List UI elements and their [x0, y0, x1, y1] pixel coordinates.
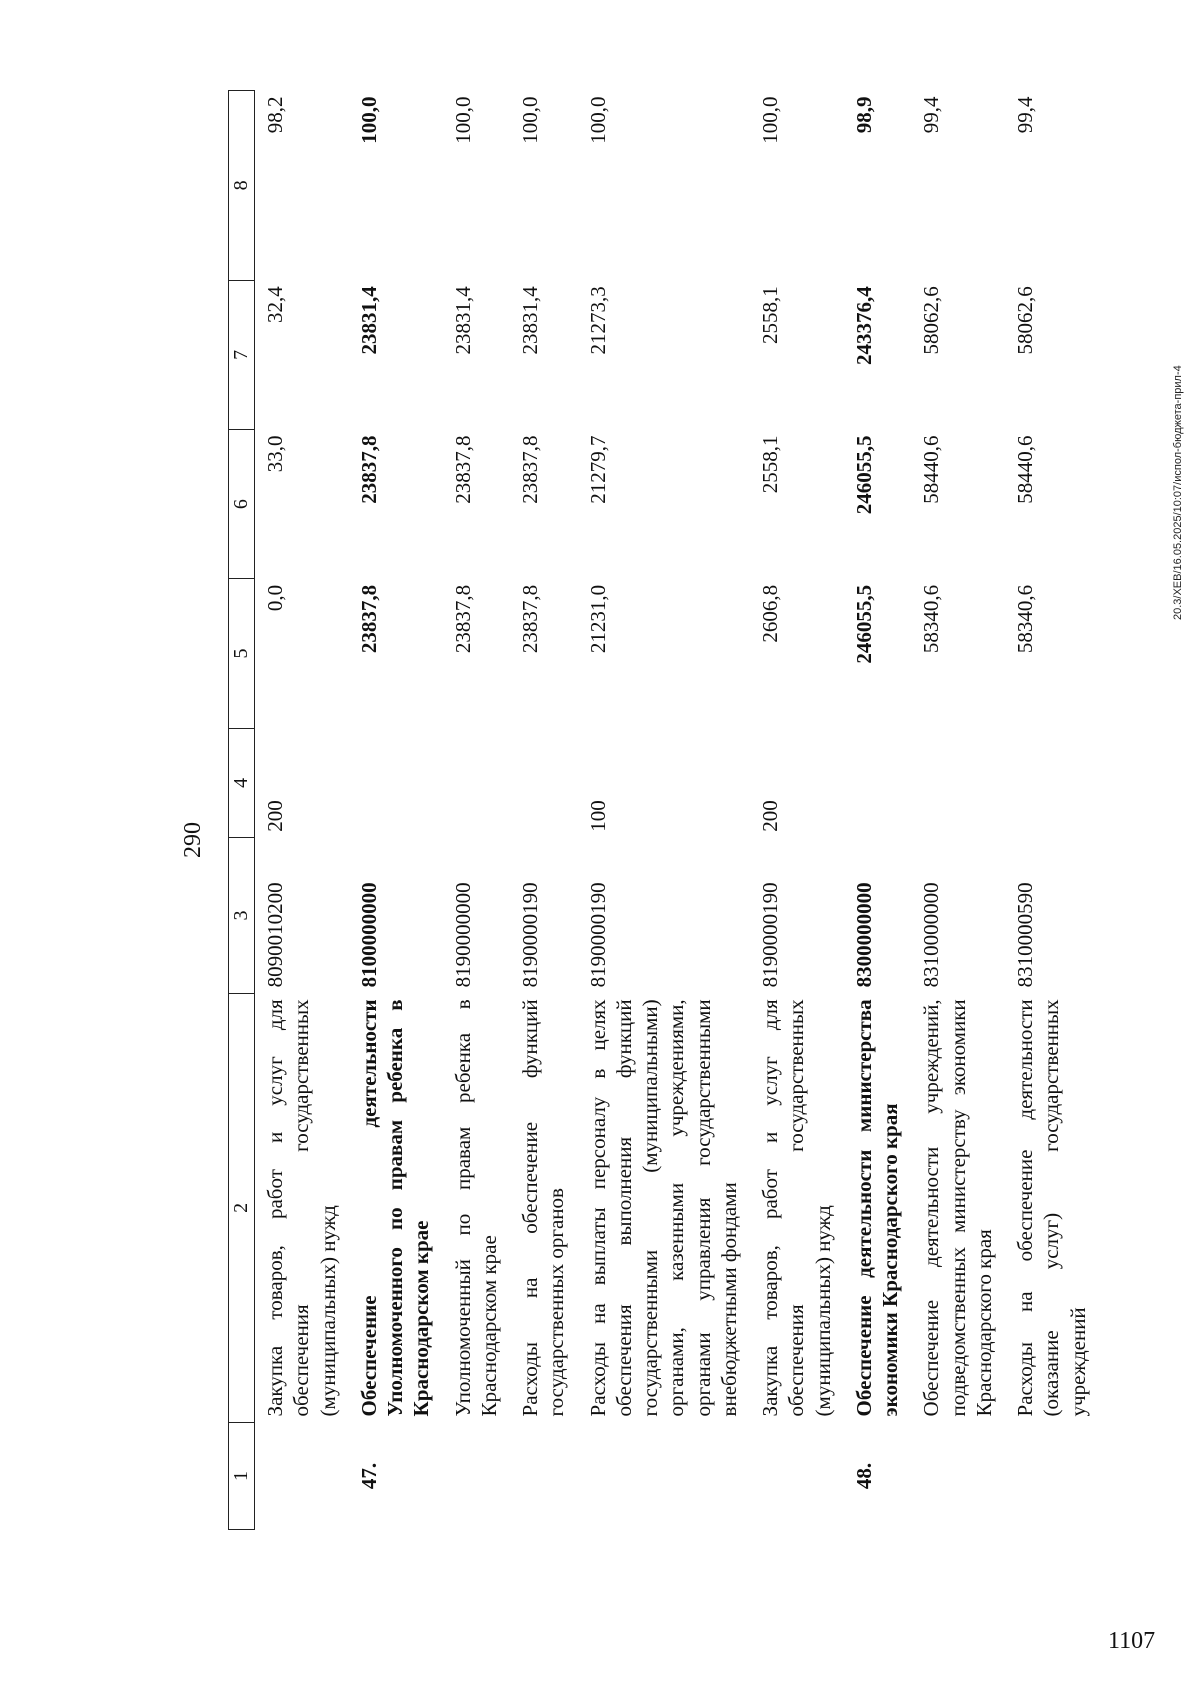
revised-amount: 23837,8: [356, 435, 381, 504]
expense-type-code: 200: [758, 800, 782, 832]
execution-percent: 100,0: [585, 96, 610, 144]
row-number: 47.: [356, 1462, 381, 1490]
executed-amount: 32,4: [263, 286, 287, 323]
approved-amount: 246055,5: [851, 584, 876, 664]
approved-amount: 58340,6: [919, 584, 944, 654]
target-article-code: 8100000000: [356, 882, 381, 988]
row-number: [578, 1422, 751, 1529]
executed-amount: 23831,4: [518, 286, 542, 355]
revised-amount: 246055,5: [851, 435, 876, 515]
row-name: Обеспечение деятельности учреждений, подведомственных министерству экономики Краснодарского края: [919, 999, 996, 1417]
column-header: 3: [229, 838, 255, 994]
row-name: Расходы на выплаты персоналу в целях обеспечения выполнения функций государственными (муниципальными) органами, казенными учреждениями, органами управления государственными внебюджетными фондами: [585, 999, 741, 1417]
executed-amount: 58062,6: [1013, 286, 1037, 355]
row-name: Обеспечение деятельности Уполномоченного по правам ребенка в Краснодарском крае: [356, 999, 434, 1417]
row-number: [255, 1422, 349, 1529]
target-article-code: 8190000190: [758, 882, 782, 988]
row-name: Закупка товаров, работ и услуг для обеспечения государственных (муниципальных) нужд: [758, 999, 835, 1417]
table-row: [443, 91, 511, 1530]
row-number: 48.: [851, 1462, 876, 1490]
expense-type-code: [349, 728, 443, 838]
approved-amount: 0,0: [263, 584, 287, 612]
table-row: [255, 91, 349, 1530]
expense-type-code: [443, 728, 511, 838]
executed-amount: 21273,3: [585, 286, 610, 355]
column-header: 2: [229, 993, 255, 1422]
execution-percent: 99,4: [1013, 96, 1037, 134]
approved-amount: 23837,8: [356, 584, 381, 654]
row-number: [1005, 1422, 1099, 1529]
table-row: [578, 91, 751, 1530]
row-name: Расходы на обеспечение деятельности (оказание услуг) государственных учреждений: [1013, 999, 1090, 1417]
revised-amount: 2558,1: [758, 435, 782, 494]
revised-amount: 33,0: [263, 435, 287, 473]
expense-type-code: [911, 728, 1005, 838]
target-article-code: 8090010200: [263, 882, 287, 988]
executed-amount: 23831,4: [356, 286, 381, 355]
table-row: [750, 91, 844, 1530]
executed-amount: 243376,4: [851, 286, 876, 365]
table-row: [349, 91, 443, 1530]
execution-percent: 100,0: [356, 96, 381, 144]
target-article-code: 8310000000: [919, 882, 944, 988]
target-article-code: 8310000590: [1013, 882, 1037, 988]
row-name: Расходы на обеспечение функций государственных органов: [518, 999, 569, 1417]
table-row: [510, 91, 578, 1530]
column-header: 4: [229, 728, 255, 838]
budget-table: [228, 90, 1099, 1530]
executed-amount: 58062,6: [919, 286, 944, 355]
approved-amount: 23837,8: [450, 584, 475, 654]
revised-amount: 23837,8: [518, 435, 542, 504]
approved-amount: 21231,0: [585, 584, 610, 654]
table-header-row: [229, 91, 255, 1530]
table-row: [911, 91, 1005, 1530]
executed-amount: 23831,4: [450, 286, 475, 355]
execution-percent: 98,9: [851, 96, 876, 134]
revised-amount: 21279,7: [585, 435, 610, 504]
row-number: [510, 1422, 578, 1529]
row-number: [750, 1422, 844, 1529]
row-number: [911, 1422, 1005, 1529]
column-header: 7: [229, 280, 255, 429]
execution-percent: 99,4: [919, 96, 944, 134]
target-article-code: 8190000000: [450, 882, 475, 988]
approved-amount: 23837,8: [518, 584, 542, 654]
approved-amount: 58340,6: [1013, 584, 1037, 654]
column-header: 8: [229, 91, 255, 281]
row-name: Закупка товаров, работ и услуг для обеспечения государственных (муниципальных) нужд: [263, 999, 340, 1417]
expense-type-code: [510, 728, 578, 838]
row-number: [443, 1422, 511, 1529]
revised-amount: 58440,6: [919, 435, 944, 504]
page-number: 290: [180, 822, 206, 858]
execution-percent: 100,0: [450, 96, 475, 144]
target-article-code: 8190000190: [585, 882, 610, 988]
table-row: [844, 91, 912, 1530]
footer-code: 20.3/XEB/16.05.2025/10:07/испол-бюджета-прил-4: [1172, 365, 1184, 620]
table-row: [1005, 91, 1099, 1530]
column-header: 5: [229, 579, 255, 728]
rotated-page-content: [168, 90, 1090, 1530]
execution-percent: 100,0: [518, 96, 542, 144]
table-body: [255, 91, 1099, 1530]
expense-type-code: [1005, 728, 1099, 838]
expense-type-code: 100: [585, 800, 610, 832]
execution-percent: 98,2: [263, 96, 287, 134]
executed-amount: 2558,1: [758, 286, 782, 344]
approved-amount: 2606,8: [758, 584, 782, 643]
target-article-code: 8300000000: [851, 882, 876, 988]
revised-amount: 58440,6: [1013, 435, 1037, 504]
row-name: Обеспечение деятельности министерства экономики Краснодарского края: [851, 999, 902, 1417]
expense-type-code: 200: [263, 800, 287, 832]
expense-type-code: [844, 728, 912, 838]
column-header: 1: [229, 1422, 255, 1529]
target-article-code: 8190000190: [518, 882, 542, 988]
execution-percent: 100,0: [758, 96, 782, 144]
column-header: 6: [229, 430, 255, 579]
revised-amount: 23837,8: [450, 435, 475, 504]
sheet-number: 1107: [1108, 1628, 1156, 1654]
row-name: Уполномоченный по правам ребенка в Краснодарском крае: [450, 999, 501, 1417]
